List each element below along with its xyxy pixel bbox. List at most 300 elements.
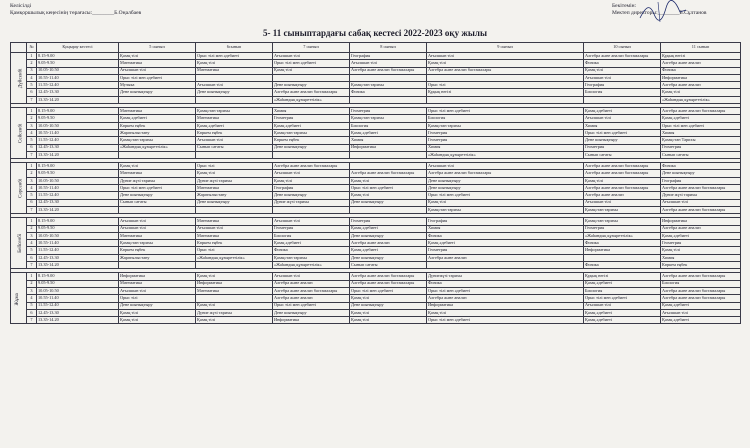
subject-cell: Химия: [661, 254, 741, 261]
subject-cell: Қазақ әдебиеті: [661, 302, 741, 309]
subject-cell: Қазақ тілі: [273, 177, 350, 184]
subject-cell: Геометрия: [427, 137, 584, 144]
subject-cell: Ағылшын тілі: [584, 115, 661, 122]
subject-cell: Қазақ әдебиеті: [273, 122, 350, 129]
subject-cell: Алгебра және анализ бастамалары: [427, 67, 584, 74]
table-row: [11, 122, 741, 129]
subject-cell: Математика: [196, 67, 273, 74]
subject-cell: Қазақстан тарихы: [273, 254, 350, 261]
table-row: [11, 74, 741, 81]
subject-cell: Орыс тілі мен әдебиеті: [584, 295, 661, 302]
subject-cell: Физика: [427, 232, 584, 239]
subject-cell: Қазақ әдебиеті: [196, 122, 273, 129]
subject-cell: Қазақ тілі: [427, 309, 584, 316]
lesson-number: 5: [27, 82, 37, 89]
subject-cell: Геометрия: [350, 108, 427, 115]
subject-cell: Орыс тілі мен әдебиеті: [119, 185, 196, 192]
day-label: [11, 163, 27, 214]
subject-cell: Дене шынықтыру: [119, 302, 196, 309]
lesson-number: 2: [27, 115, 37, 122]
subject-cell: Биология: [584, 89, 661, 96]
subject-cell: [427, 74, 584, 81]
subject-cell: Қазақстан тарихы: [273, 129, 350, 136]
subject-cell: Ағылшын тілі: [584, 302, 661, 309]
subject-cell: Химия: [427, 225, 584, 232]
subject-cell: Қазақстан тарихы: [119, 137, 196, 144]
lesson-number: 7: [27, 262, 37, 269]
lesson-number: 6: [27, 199, 37, 206]
subject-cell: Геометрия: [427, 129, 584, 136]
subject-cell: [350, 163, 427, 170]
approval-label-left: Келісілді: [10, 3, 32, 9]
subject-cell: Ағылшын тілі: [273, 273, 350, 280]
day-label: [11, 218, 27, 269]
subject-cell: Геометрия: [427, 247, 584, 254]
subject-cell: Қазақ тілі: [119, 309, 196, 316]
subject-cell: Алгебра және анализ: [273, 295, 350, 302]
column-header: 5 сынып: [119, 43, 196, 53]
subject-cell: Алгебра және анализ бастамалары: [661, 206, 741, 213]
column-header: 10 сынып: [584, 43, 661, 53]
subject-cell: Алгебра және анализ: [661, 82, 741, 89]
subject-cell: Қазақ тілі: [584, 177, 661, 184]
subject-cell: Дене шынықтыру: [350, 232, 427, 239]
subject-cell: Алгебра және анализ бастамалары: [584, 53, 661, 60]
lesson-number: 6: [27, 144, 37, 151]
subject-cell: Сынып сағаты: [661, 151, 741, 158]
bell-time: 11.55-12.40: [37, 247, 119, 254]
table-row: [11, 108, 741, 115]
subject-cell: Қазақ тілі: [661, 89, 741, 96]
subject-cell: Ағылшын тілі: [584, 74, 661, 81]
subject-cell: Математика: [196, 115, 273, 122]
subject-cell: Ағылшын тілі: [273, 170, 350, 177]
subject-cell: Орыс тілі: [196, 247, 273, 254]
subject-cell: Қазақстан тарихы: [350, 82, 427, 89]
bell-time: 12.45-13.30: [37, 254, 119, 261]
column-header: 11 сынып: [661, 43, 741, 53]
day-name: Дүйсенбі: [18, 68, 24, 89]
bell-time: 12.45-13.30: [37, 89, 119, 96]
subject-cell: «Жаһандық құзыреттілік»: [119, 144, 196, 151]
subject-cell: География: [584, 82, 661, 89]
lesson-number: 6: [27, 89, 37, 96]
bell-time: 10.05-10.50: [37, 232, 119, 239]
subject-cell: Дене шынықтыру: [273, 82, 350, 89]
approval-block-left: [10, 3, 141, 17]
subject-cell: Қазақ тілі: [350, 309, 427, 316]
day-name: Сәрсенбі: [18, 179, 24, 199]
lesson-number: 1: [27, 53, 37, 60]
subject-cell: Дүние жүзі тарихы: [661, 192, 741, 199]
subject-cell: Қазақстан тарихы: [196, 108, 273, 115]
subject-cell: [273, 151, 350, 158]
subject-cell: Жаратылыстану: [119, 254, 196, 261]
subject-cell: Информатика: [350, 144, 427, 151]
subject-cell: Қазақ әдебиеті: [273, 240, 350, 247]
subject-cell: Алгебра және анализ бастамалары: [427, 170, 584, 177]
subject-cell: Алгебра және анализ: [584, 192, 661, 199]
bell-time: 13.35-14.20: [37, 96, 119, 103]
table-row: [11, 67, 741, 74]
table-row: [11, 295, 741, 302]
subject-cell: Қазақ әдебиеті: [350, 225, 427, 232]
table-row: [11, 309, 741, 316]
lesson-number: 2: [27, 60, 37, 67]
subject-cell: [119, 262, 196, 269]
subject-cell: Қазақстан тарихы: [427, 122, 584, 129]
subject-cell: Физика: [584, 240, 661, 247]
subject-cell: Дене шынықтыру: [584, 137, 661, 144]
subject-cell: Қазақ әдебиеті: [584, 317, 661, 324]
subject-cell: Биология: [427, 115, 584, 122]
lesson-number: 5: [27, 192, 37, 199]
subject-cell: «Жаһандық құзыреттілік»: [196, 254, 273, 261]
subject-cell: Қазақ әдебиеті: [119, 115, 196, 122]
bell-time: 9.05-9.50: [37, 115, 119, 122]
subject-cell: Жаратылыстану: [196, 192, 273, 199]
table-row: [11, 185, 741, 192]
lesson-number: 6: [27, 309, 37, 316]
subject-cell: Орыс тілі мен әдебиеті: [584, 129, 661, 136]
subject-cell: Алгебра және анализ: [427, 254, 584, 261]
subject-cell: Математика: [196, 218, 273, 225]
table-row: [11, 317, 741, 324]
subject-cell: Математика: [119, 170, 196, 177]
subject-cell: [273, 206, 350, 213]
column-header: [11, 43, 27, 53]
subject-cell: Дене шынықтыру: [196, 89, 273, 96]
bell-time: 8.15-9.00: [37, 273, 119, 280]
subject-cell: «Жаһандық құзыреттілік»: [584, 232, 661, 239]
bell-time: 13.35-14.20: [37, 151, 119, 158]
subject-cell: Қазақ тілі: [350, 317, 427, 324]
lesson-number: 4: [27, 295, 37, 302]
subject-cell: Қазақстан Тарихы: [661, 137, 741, 144]
subject-cell: Алгебра және анализ бастамалары: [350, 67, 427, 74]
subject-cell: Алгебра және анализ бастамалары: [661, 185, 741, 192]
subject-cell: Қазақ әдебиеті: [661, 317, 741, 324]
subject-cell: Орыс тілі: [196, 163, 273, 170]
subject-cell: Геометрия: [661, 240, 741, 247]
subject-cell: Физика: [427, 280, 584, 287]
lesson-number: 7: [27, 96, 37, 103]
subject-cell: Қазақ әдебиеті: [584, 108, 661, 115]
subject-cell: Биология: [350, 122, 427, 129]
table-row: [11, 273, 741, 280]
subject-cell: Информатика: [661, 218, 741, 225]
subject-cell: [427, 262, 584, 269]
table-row: [11, 163, 741, 170]
subject-cell: Орыс тілі мен әдебиеті: [427, 108, 584, 115]
table-row: [11, 89, 741, 96]
subject-cell: Орыс тілі мен әдебиеті: [427, 317, 584, 324]
subject-cell: Физика: [584, 262, 661, 269]
bell-time: 11.55-12.40: [37, 302, 119, 309]
bell-time: 11.55-12.40: [37, 82, 119, 89]
subject-cell: Қазақ әдебиеті: [584, 309, 661, 316]
table-row: [11, 115, 741, 122]
subject-cell: Сынып сағаты: [350, 262, 427, 269]
subject-cell: [350, 96, 427, 103]
subject-cell: Геометрия: [273, 225, 350, 232]
subject-cell: Қазақ тілі: [273, 67, 350, 74]
bell-time: 8.15-9.00: [37, 218, 119, 225]
table-row: [11, 247, 741, 254]
bell-time: 13.35-14.20: [37, 206, 119, 213]
subject-cell: Ағылшын тілі: [196, 137, 273, 144]
lesson-number: 1: [27, 273, 37, 280]
header-row: [11, 43, 741, 53]
subject-cell: Көркем еңбек: [119, 247, 196, 254]
subject-cell: Алгебра және анализ бастамалары: [350, 280, 427, 287]
table-row: [11, 96, 741, 103]
subject-cell: Ағылшын тілі: [119, 287, 196, 294]
lesson-number: 4: [27, 129, 37, 136]
lesson-number: 1: [27, 108, 37, 115]
board-chair-line: Қамқоршылық кеңесінің төрағасы:________Б.Оңалбаев: [10, 10, 142, 16]
subject-cell: Қазақ тілі: [119, 53, 196, 60]
subject-cell: Қазақ тілі: [350, 295, 427, 302]
subject-cell: Химия: [661, 129, 741, 136]
director-line: Мектеп директоры:________Б.Сұлтанов: [612, 10, 707, 16]
bell-time: 10.55-11.40: [37, 185, 119, 192]
subject-cell: Ағылшын тілі: [119, 67, 196, 74]
subject-cell: Құқық негізі: [661, 53, 741, 60]
subject-cell: Ағылшын тілі: [273, 218, 350, 225]
bell-time: 12.45-13.30: [37, 144, 119, 151]
subject-cell: Қазақ тілі: [196, 317, 273, 324]
subject-cell: Математика: [196, 287, 273, 294]
page-title: 5- 11 сыныптардағы сабақ кестесі 2022-2023 оқу жылы: [263, 28, 487, 38]
subject-cell: [584, 96, 661, 103]
subject-cell: Дене шынықтыру: [196, 199, 273, 206]
subject-cell: Химия: [350, 137, 427, 144]
subject-cell: Алгебра және анализ бастамалары: [661, 295, 741, 302]
subject-cell: Қазақ әдебиеті: [350, 247, 427, 254]
day-label: [11, 273, 27, 324]
bell-time: 9.05-9.50: [37, 170, 119, 177]
bell-time: 10.55-11.40: [37, 129, 119, 136]
bell-time: 10.05-10.50: [37, 287, 119, 294]
subject-cell: [196, 295, 273, 302]
subject-cell: Қазақ әдебиеті: [427, 240, 584, 247]
subject-cell: Математика: [196, 185, 273, 192]
director-signature: [636, 0, 690, 24]
bell-time: 10.55-11.40: [37, 74, 119, 81]
bell-time: 10.55-11.40: [37, 240, 119, 247]
subject-cell: Алгебра және анализ: [273, 280, 350, 287]
subject-cell: Сынып сағаты: [119, 199, 196, 206]
subject-cell: Геометрия: [584, 144, 661, 151]
table-row: [11, 232, 741, 239]
lesson-number: 7: [27, 151, 37, 158]
subject-cell: Математика: [119, 108, 196, 115]
subject-cell: Дене шынықтыру: [273, 192, 350, 199]
subject-cell: [273, 74, 350, 81]
lesson-number: 2: [27, 280, 37, 287]
subject-cell: Қазақ тілі: [119, 317, 196, 324]
subject-cell: Ағылшын тілі: [661, 309, 741, 316]
subject-cell: «Жаһандық құзыреттілік»: [661, 96, 741, 103]
subject-cell: Жаратылыстану: [119, 129, 196, 136]
subject-cell: Геометрия: [273, 115, 350, 122]
subject-cell: Қазақ тілі: [119, 163, 196, 170]
subject-cell: Қазақ әдебиеті: [584, 280, 661, 287]
lesson-number: 6: [27, 254, 37, 261]
subject-cell: [350, 151, 427, 158]
subject-cell: Алгебра және анализ: [427, 295, 584, 302]
subject-cell: Орыс тілі мен әдебиеті: [119, 74, 196, 81]
subject-cell: Дүние жүзі тарихы: [273, 199, 350, 206]
table-row: [11, 225, 741, 232]
subject-cell: Қазақ әдебиеті: [661, 115, 741, 122]
subject-cell: Ағылшын тілі: [119, 225, 196, 232]
subject-cell: Информатика: [119, 273, 196, 280]
subject-cell: География: [427, 218, 584, 225]
subject-cell: Химия: [427, 144, 584, 151]
lesson-number: 3: [27, 177, 37, 184]
subject-cell: Биология: [273, 232, 350, 239]
subject-cell: Ағылшын тілі: [273, 53, 350, 60]
subject-cell: Биология: [584, 287, 661, 294]
subject-cell: Алгебра және анализ бастамалары: [584, 170, 661, 177]
subject-cell: [196, 262, 273, 269]
subject-cell: Дене шынықтыру: [427, 177, 584, 184]
subject-cell: Алгебра және анализ бастамалары: [584, 185, 661, 192]
subject-cell: Қазақ тілі: [584, 67, 661, 74]
table-row: [11, 53, 741, 60]
subject-cell: Көркем еңбек: [196, 240, 273, 247]
subject-cell: «Жаһандық құзыреттілік»: [273, 96, 350, 103]
subject-cell: Алгебра және анализ бастамалары: [350, 273, 427, 280]
subject-cell: «Жаһандық құзыреттілік»: [273, 262, 350, 269]
subject-cell: Қазақстан тарихы: [427, 206, 584, 213]
subject-cell: Физика: [584, 60, 661, 67]
subject-cell: Көркем еңбек: [661, 262, 741, 269]
subject-cell: Ағылшын тілі: [661, 199, 741, 206]
bell-time: 10.05-10.50: [37, 67, 119, 74]
bell-time: 10.05-10.50: [37, 122, 119, 129]
lesson-number: 2: [27, 170, 37, 177]
table-row: [11, 144, 741, 151]
subject-cell: [350, 74, 427, 81]
lesson-number: 7: [27, 317, 37, 324]
subject-cell: Информатика: [273, 317, 350, 324]
subject-cell: Алгебра және анализ бастамалары: [661, 287, 741, 294]
lesson-number: 4: [27, 240, 37, 247]
subject-cell: Алгебра және анализ бастамалары: [661, 273, 741, 280]
bell-time: 10.05-10.50: [37, 177, 119, 184]
subject-cell: Ағылшын тілі: [427, 53, 584, 60]
subject-cell: Қазақ тілі: [661, 247, 741, 254]
subject-cell: Қазақ әдебиеті: [661, 232, 741, 239]
subject-cell: Дене шынықтыру: [350, 254, 427, 261]
lesson-number: 3: [27, 122, 37, 129]
subject-cell: Алгебра және анализ бастамалары: [273, 89, 350, 96]
column-header: Қоңырау кестесі: [37, 43, 119, 53]
table-row: [11, 218, 741, 225]
subject-cell: Көркем еңбек: [119, 122, 196, 129]
table-row: [11, 82, 741, 89]
subject-cell: Биология: [661, 280, 741, 287]
subject-cell: Қазақ тілі: [350, 192, 427, 199]
subject-cell: Химия: [584, 122, 661, 129]
bell-time: 13.35-14.20: [37, 262, 119, 269]
schedule-body: [11, 53, 741, 324]
subject-cell: Қазақ тілі: [196, 170, 273, 177]
subject-cell: [119, 151, 196, 158]
subject-cell: Химия: [273, 108, 350, 115]
schedule-table: [10, 42, 741, 324]
subject-cell: [196, 206, 273, 213]
table-row: [11, 137, 741, 144]
subject-cell: Дүниежүзі тарихы: [427, 273, 584, 280]
subject-cell: Дене шынықтыру: [119, 89, 196, 96]
lesson-number: 3: [27, 287, 37, 294]
lesson-number: 3: [27, 232, 37, 239]
bell-time: 8.15-9.00: [37, 53, 119, 60]
subject-cell: Көркем еңбек: [196, 129, 273, 136]
subject-cell: Алгебра және анализ бастамалары: [661, 108, 741, 115]
day-label: [11, 53, 27, 104]
subject-cell: [350, 206, 427, 213]
subject-cell: Дене шынықтыру: [273, 309, 350, 316]
lesson-number: 4: [27, 185, 37, 192]
column-header: 7 сынып: [273, 43, 350, 53]
subject-cell: Информатика: [427, 302, 584, 309]
subject-cell: [119, 206, 196, 213]
subject-cell: Математика: [196, 232, 273, 239]
bell-time: 8.15-9.00: [37, 108, 119, 115]
subject-cell: Ағылшын тілі: [350, 60, 427, 67]
subject-cell: Дене шынықтыру: [350, 199, 427, 206]
subject-cell: Дене шынықтыру: [273, 144, 350, 151]
subject-cell: Орыс тілі мен әдебиеті: [427, 192, 584, 199]
bell-time: 8.15-9.00: [37, 163, 119, 170]
subject-cell: Дене шынықтыру: [661, 170, 741, 177]
subject-cell: Математика: [119, 280, 196, 287]
subject-cell: Ағылшын тілі: [196, 225, 273, 232]
subject-cell: Қазақ әдебиеті: [350, 129, 427, 136]
table-row: [11, 192, 741, 199]
subject-cell: Алгебра және анализ бастамалары: [273, 287, 350, 294]
subject-cell: География: [273, 185, 350, 192]
lesson-number: 5: [27, 302, 37, 309]
subject-cell: Физика: [350, 89, 427, 96]
table-row: [11, 177, 741, 184]
subject-cell: Физика: [273, 247, 350, 254]
subject-cell: Алгебра және анализ бастамалары: [350, 170, 427, 177]
subject-cell: Алгебра және анализ бастамалары: [273, 163, 350, 170]
subject-cell: Қазақ тілі: [196, 302, 273, 309]
table-row: [11, 199, 741, 206]
subject-cell: Құқық негізі: [584, 273, 661, 280]
table-row: [11, 302, 741, 309]
bell-time: 12.45-13.30: [37, 309, 119, 316]
subject-cell: Қазақстан тарихы: [350, 115, 427, 122]
subject-cell: Орыс тілі мен әдебиеті: [273, 60, 350, 67]
subject-cell: Орыс тілі мен әдебиеті: [427, 287, 584, 294]
subject-cell: Қазақ тілі: [196, 60, 273, 67]
subject-cell: Құқық негізі: [427, 89, 584, 96]
bell-time: 11.55-12.40: [37, 192, 119, 199]
subject-cell: Дене шынықтыру: [427, 185, 584, 192]
subject-cell: Қазақ тілі: [427, 60, 584, 67]
subject-cell: Қазақстан тарихы: [119, 240, 196, 247]
subject-cell: Алгебра және анализ: [661, 225, 741, 232]
subject-cell: Физика: [661, 163, 741, 170]
